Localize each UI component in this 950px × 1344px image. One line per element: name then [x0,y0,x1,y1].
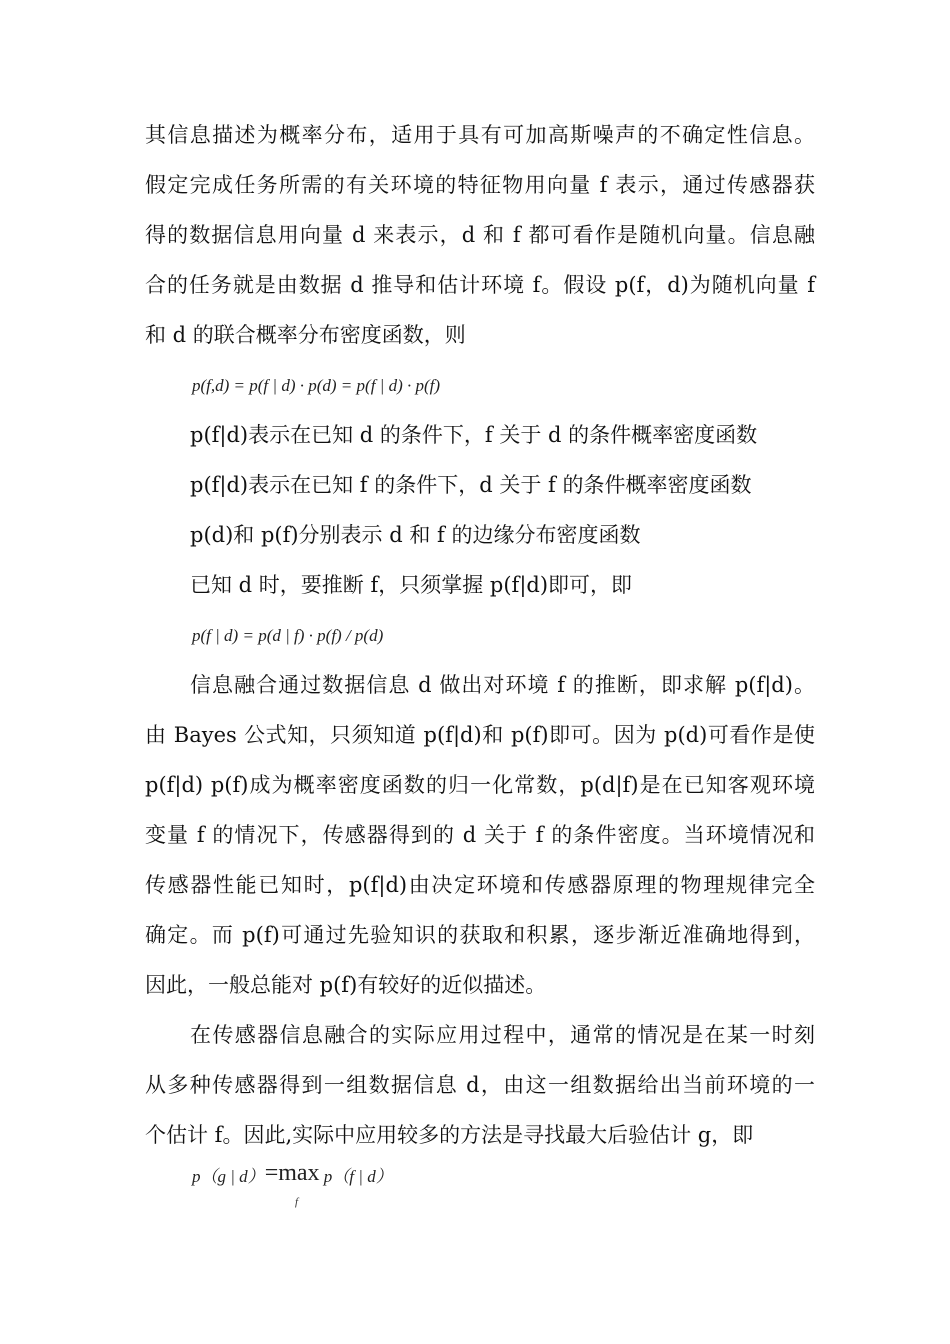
definition-line-3: p(d)和 p(f)分别表示 d 和 f 的边缘分布密度函数 [190,523,641,547]
equation-map-operator: =max [264,1160,320,1186]
paragraph2-line-6: 确定。而 p(f)可通过先验知识的获取和积累，逐步渐近准确地得到， [145,923,815,947]
paragraph2-line-5: 传感器性能已知时，p(f|d)由决定环境和传感器原理的物理规律完全 [145,873,815,897]
definition-line-1: p(f|d)表示在已知 d 的条件下，f 关于 d 的条件概率密度函数 [190,423,758,447]
equation-map-estimate [192,1160,393,1187]
paragraph3-line-3: 个估计 f。因此,实际中应用较多的方法是寻找最大后验估计 g，即 [145,1123,754,1147]
paragraph2-line-2: 由 Bayes 公式知，只须知道 p(f|d)和 p(f)即可。因为 p(d)可看作是使 [145,723,815,747]
paragraph1-line-3: 得的数据信息用向量 d 来表示，d 和 f 都可看作是随机向量。信息融 [145,223,815,247]
paragraph1-line-2: 假定完成任务所需的有关环境的特征物用向量 f 表示，通过传感器获 [145,173,815,197]
definition-line-2: p(f|d)表示在已知 f 的条件下，d 关于 f 的条件概率密度函数 [190,473,752,497]
paragraph3-line-2: 从多种传感器得到一组数据信息 d，由这一组数据给出当前环境的一 [145,1073,815,1097]
definition-line-4: 已知 d 时，要推断 f，只须掌握 p(f|d)即可，即 [190,573,633,597]
paragraph2-line-1: 信息融合通过数据信息 d 做出对环境 f 的推断，即求解 p(f|d)。 [190,673,815,697]
equation-map-subscript: f [295,1196,299,1208]
paragraph2-line-7: 因此，一般总能对 p(f)有较好的近似描述。 [145,973,547,997]
paragraph1-line-4: 合的任务就是由数据 d 推导和估计环境 f。假设 p(f，d)为随机向量 f [145,273,815,297]
paragraph1-line-1: 其信息描述为概率分布，适用于具有可加高斯噪声的不确定性信息。 [145,123,815,147]
equation-bayes: p(f | d) = p(d | f) · p(f) / p(d) [192,626,384,645]
paragraph1-line-5: 和 d 的联合概率分布密度函数，则 [145,323,466,347]
paragraph2-line-4: 变量 f 的情况下，传感器得到的 d 关于 f 的条件密度。当环境情况和 [145,823,815,847]
equation-joint-density: p(f,d) = p(f | d) · p(d) = p(f | d) · p(f) [192,376,441,395]
equation-map-left: p（g | d） [192,1167,265,1186]
paragraph2-line-3: p(f|d) p(f)成为概率密度函数的归一化常数，p(d|f)是在已知客观环境 [145,773,815,797]
equation-map-right: p（f | d） [323,1167,393,1186]
paragraph3-line-1: 在传感器信息融合的实际应用过程中，通常的情况是在某一时刻 [190,1023,815,1047]
